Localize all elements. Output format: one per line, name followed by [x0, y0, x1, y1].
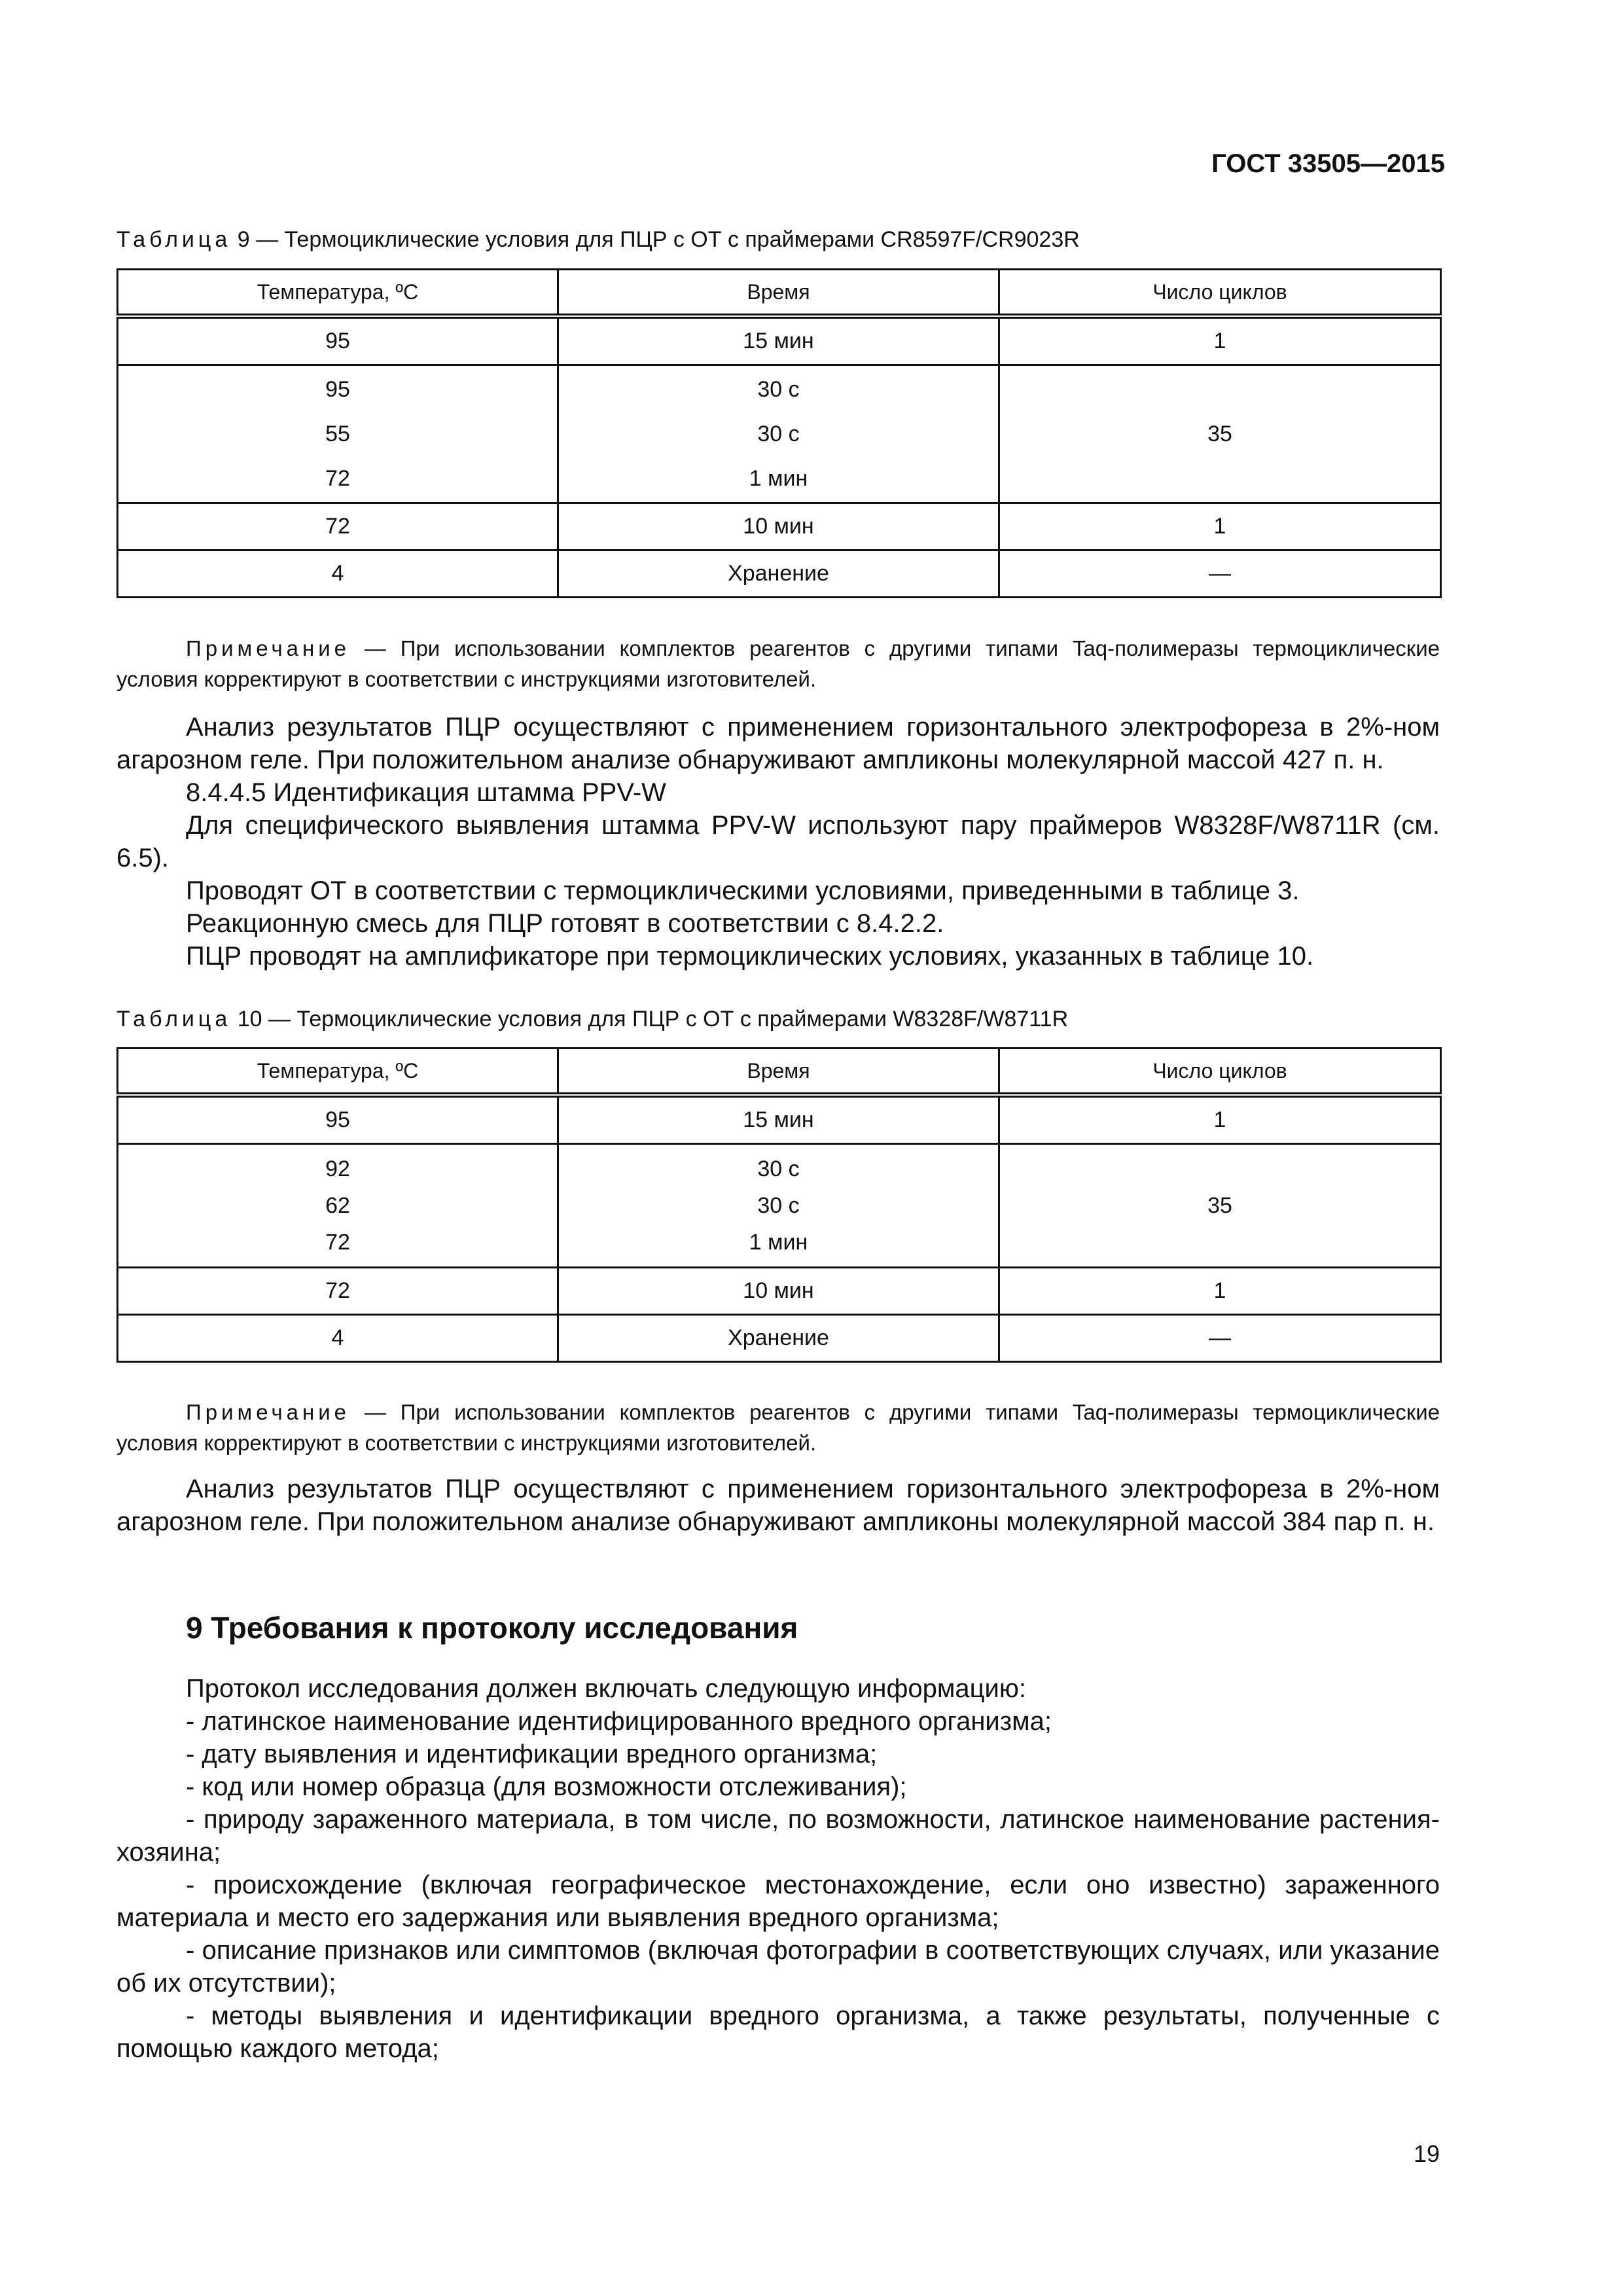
paragraph: Анализ результатов ПЦР осуществляют с применением горизонтального электрофореза в 2%-ном агарозном геле. При положительном анализе обнаруживают ампликоны молекулярной массой 427 п. н. — [116, 713, 1440, 774]
cell-time: 15 мин — [558, 316, 999, 365]
cell-time-group — [558, 365, 999, 503]
body-text-block — [116, 711, 1440, 973]
cell-time: 30 с — [757, 1157, 800, 1181]
table9-caption — [116, 227, 1080, 253]
cell-temperature: 72 — [118, 503, 558, 550]
cell-cycles: 1 — [999, 316, 1441, 365]
document-id: ГОСТ 33505—2015 — [1211, 149, 1445, 178]
cell-cycles: 1 — [999, 1095, 1441, 1144]
list-item: - латинское наименование идентифицированного вредного организма; — [186, 1707, 1052, 1736]
cell-cycles: — — [999, 550, 1441, 598]
cell-time: 30 с — [757, 1193, 800, 1218]
cell-temperature-group — [118, 365, 558, 503]
table10-note — [116, 1397, 1440, 1458]
header-cell-temperature: Температура, ºС — [118, 1049, 558, 1096]
table9-caption-prefix: Таблица — [116, 227, 232, 252]
table9-caption-text: 9 — Термоциклические условия для ПЦР с ОТ с праймерами CR8597F/CR9023R — [231, 227, 1080, 252]
subsection-heading: 8.4.4.5 Идентификация штамма PPV-W — [186, 778, 666, 807]
list-item: - описание признаков или симптомов (включая фотографии в соответствующих случаях, или указание об их отсутствии); — [116, 1936, 1440, 1998]
table-header-row — [118, 270, 1441, 317]
header-cell-temperature: Температура, ºС — [118, 270, 558, 317]
list-item: - природу зараженного материала, в том числе, по возможности, латинское наименование растения-хозяина; — [116, 1805, 1440, 1867]
cell-temperature: 4 — [118, 550, 558, 598]
cell-temperature: 62 — [325, 1193, 350, 1218]
table-row — [118, 365, 1441, 503]
cell-time: 30 с — [757, 377, 800, 402]
table-row — [118, 1315, 1441, 1362]
table10-caption-text: 10 — Термоциклические условия для ПЦР с ОТ с праймерами W8328F/W8711R — [231, 1007, 1069, 1031]
note-label: Примечание — [186, 1400, 351, 1424]
table-row — [118, 1144, 1441, 1268]
cell-time: 10 мин — [558, 1268, 999, 1315]
cell-time-group — [558, 1144, 999, 1268]
cell-temperature: 95 — [325, 377, 350, 402]
cell-time: 1 мин — [749, 1230, 808, 1255]
cell-time: Хранение — [558, 1315, 999, 1362]
note-label: Примечание — [186, 636, 351, 660]
paragraph: ПЦР проводят на амплификаторе при термоциклических условиях, указанных в таблице 10. — [186, 942, 1314, 971]
paragraph: Реакционную смесь для ПЦР готовят в соответствии с 8.4.2.2. — [186, 909, 944, 938]
table-row — [118, 503, 1441, 550]
body-text-block — [116, 1473, 1440, 1538]
cell-time: 1 мин — [749, 466, 808, 491]
note-text: — При использовании комплектов реагентов с другими типами Taq-полимеразы термоциклические условия корректируют в соответствии с инструкциями изготовителей. — [116, 636, 1440, 691]
table9-note — [116, 633, 1440, 694]
cell-cycles: 1 — [999, 503, 1441, 550]
list-intro: Протокол исследования должен включать следующую информацию: — [186, 1674, 1027, 1703]
cell-cycles: 1 — [999, 1268, 1441, 1315]
cell-cycles: 35 — [999, 365, 1441, 503]
list-item: - происхождение (включая географическое местонахождение, если оно известно) зараженного материала и место его задержания или выявления вредного организма; — [116, 1871, 1440, 1932]
table9 — [116, 268, 1442, 598]
header-cell-time: Время — [558, 270, 999, 317]
table-row — [118, 1268, 1441, 1315]
table-row — [118, 1095, 1441, 1144]
table-row — [118, 550, 1441, 598]
cell-time: 30 с — [757, 422, 800, 446]
table-row — [118, 316, 1441, 365]
list-item: - код или номер образца (для возможности отслеживания); — [186, 1772, 907, 1801]
header-cell-cycles: Число циклов — [999, 270, 1441, 317]
cell-time: Хранение — [558, 550, 999, 598]
cell-temperature: 55 — [325, 422, 350, 446]
cell-temperature-group — [118, 1144, 558, 1268]
table10-caption — [116, 1007, 1068, 1032]
page-number: 19 — [1413, 2140, 1440, 2167]
requirements-list — [116, 1672, 1440, 2065]
header-cell-time: Время — [558, 1049, 999, 1096]
cell-temperature: 92 — [325, 1157, 350, 1181]
cell-temperature: 72 — [325, 1230, 350, 1255]
cell-temperature: 4 — [118, 1315, 558, 1362]
cell-temperature: 72 — [325, 466, 350, 491]
cell-temperature: 95 — [118, 316, 558, 365]
section-heading: 9 Требования к протоколу исследования — [186, 1611, 798, 1645]
table-header-row — [118, 1049, 1441, 1096]
cell-temperature: 95 — [118, 1095, 558, 1144]
cell-time: 15 мин — [558, 1095, 999, 1144]
note-text: — При использовании комплектов реагентов с другими типами Taq-полимеразы термоциклические условия корректируют в соответствии с инструкциями изготовителей. — [116, 1400, 1440, 1455]
cell-temperature: 72 — [118, 1268, 558, 1315]
paragraph: Для специфического выявления штамма PPV-W используют пару праймеров W8328F/W8711R (см. 6.5). — [116, 811, 1440, 872]
header-cell-cycles: Число циклов — [999, 1049, 1441, 1096]
list-item: - дату выявления и идентификации вредного организма; — [186, 1740, 878, 1768]
paragraph: Проводят ОТ в соответствии с термоциклическими условиями, приведенными в таблице 3. — [186, 876, 1300, 905]
table10-caption-prefix: Таблица — [116, 1007, 232, 1031]
cell-cycles: — — [999, 1315, 1441, 1362]
table10 — [116, 1047, 1442, 1363]
list-item: - методы выявления и идентификации вредного организма, а также результаты, полученные с помощью каждого метода; — [116, 2001, 1440, 2063]
paragraph: Анализ результатов ПЦР осуществляют с применением горизонтального электрофореза в 2%-ном агарозном геле. При положительном анализе обнаруживают ампликоны молекулярной массой 384 пар п. н. — [116, 1475, 1440, 1536]
cell-time: 10 мин — [558, 503, 999, 550]
cell-cycles: 35 — [999, 1144, 1441, 1268]
